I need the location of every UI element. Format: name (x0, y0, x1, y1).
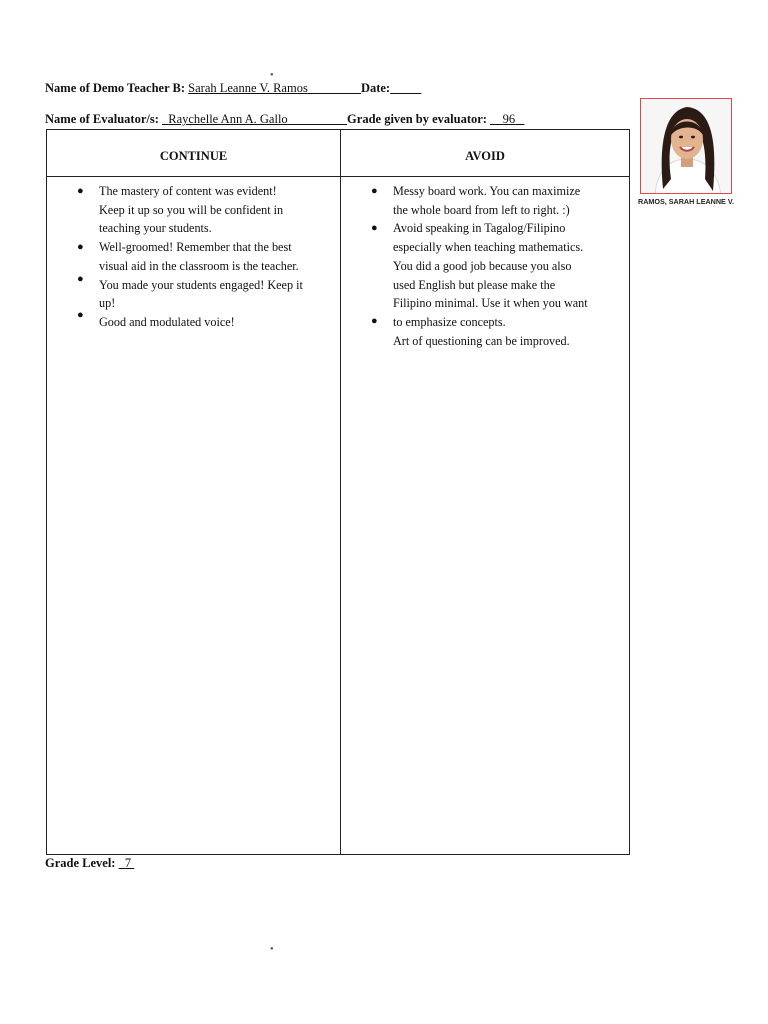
column-divider (340, 130, 341, 854)
bullet-icon: ● (371, 222, 378, 234)
date-label: Date: (360, 81, 391, 95)
continue-line: You made your students engaged! Keep it (99, 277, 303, 292)
bullet-icon: ● (77, 309, 84, 321)
avoid-line: Art of questioning can be improved. (393, 333, 570, 348)
continue-header: CONTINUE (159, 149, 228, 163)
grade-field (490, 112, 524, 126)
avoid-header: AVOID (465, 149, 505, 163)
continue-line: The mastery of content was evident! (99, 184, 277, 198)
continue-column (77, 182, 339, 332)
bullet-icon: ● (77, 273, 84, 285)
evaluator-line (45, 112, 524, 127)
avoid-line: You did a good job because you also (393, 258, 572, 273)
evaluator-label: Name of Evaluator/s: (45, 112, 159, 126)
teacher-photo (640, 98, 732, 194)
bullet-icon: ● (77, 185, 84, 197)
grade-value: 96 (502, 112, 516, 126)
continue-line: teaching your students. (99, 221, 212, 236)
grade-label: Grade given by evaluator: (347, 112, 487, 126)
continue-line: visual aid in the classroom is the teacher. (99, 258, 299, 273)
header-divider (47, 176, 629, 177)
continue-line: Good and modulated voice! (99, 314, 235, 329)
teacher-line (45, 81, 421, 96)
date-field (390, 81, 421, 95)
continue-line: up! (99, 296, 116, 311)
avoid-line: Filipino minimal. Use it when you want (393, 296, 588, 311)
grade-level-label: Grade Level: (45, 856, 116, 870)
feedback-table (46, 129, 630, 855)
evaluator-name-field (162, 112, 347, 126)
bullet-icon: ● (371, 185, 378, 197)
avoid-line: to emphasize concepts. (393, 314, 506, 329)
stray-mark-bottom: ● (270, 946, 274, 952)
avoid-line: especially when teaching mathematics. (393, 240, 584, 255)
bullet-icon: ● (371, 315, 378, 327)
continue-line: Well-groomed! Remember that the best (99, 240, 292, 255)
bullet-icon: ● (77, 241, 84, 253)
continue-text (99, 182, 339, 332)
photo-caption: RAMOS, SARAH LEANNE V. (638, 197, 734, 206)
avoid-line: the whole board from left to right. :) (393, 202, 570, 217)
teacher-name-field (188, 81, 361, 95)
grade-level-line (45, 856, 134, 871)
avoid-line: Messy board work. You can maximize (393, 184, 581, 198)
avoid-text (393, 182, 619, 350)
avoid-line: Avoid speaking in Tagalog/Filipino (393, 221, 566, 236)
avoid-column (371, 182, 619, 350)
grade-level-field (119, 856, 135, 870)
grade-level-value: 7 (124, 856, 132, 870)
teacher-name: Sarah Leanne V. Ramos (188, 81, 308, 95)
portrait-icon (641, 99, 732, 194)
continue-line: Keep it up so you will be confident in (99, 202, 284, 217)
evaluator-name: Raychelle Ann A. Gallo (168, 112, 288, 126)
teacher-label: Name of Demo Teacher B: (45, 81, 186, 95)
stray-mark-top: ● (270, 72, 274, 78)
avoid-line: used English but please make the (393, 277, 556, 292)
